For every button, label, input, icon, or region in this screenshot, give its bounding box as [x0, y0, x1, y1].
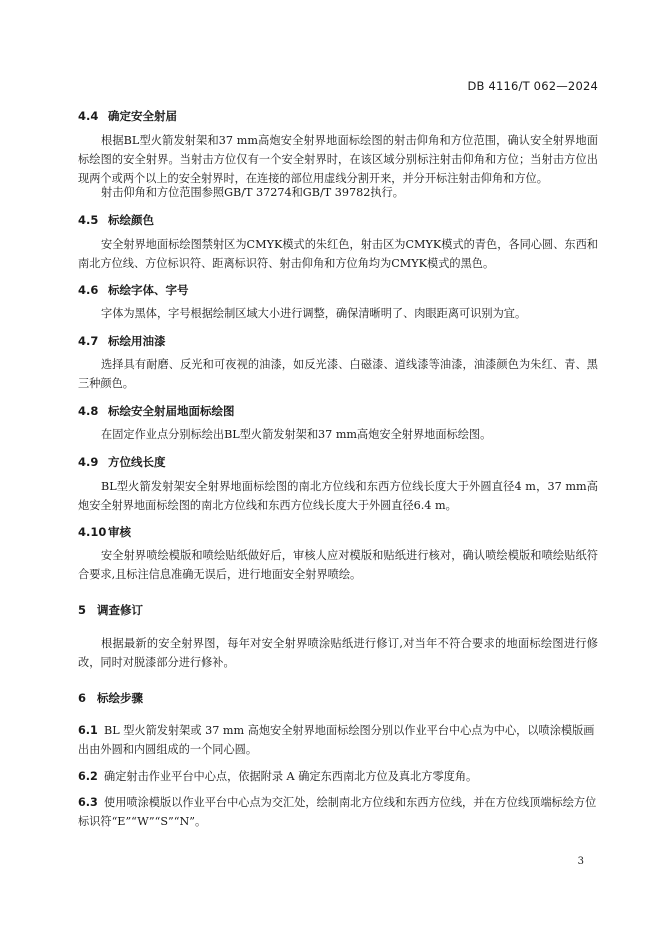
section-number: 4.7: [78, 334, 99, 348]
paragraph-4-7-1: 选择具有耐磨、反光和可夜视的油漆，如反光漆、白磁漆、道线漆等油漆，油漆颜色为朱红、青、黑三种颜色。: [78, 358, 598, 390]
section-title: 标绘安全射届地面标绘图: [108, 404, 235, 418]
section-title: 标绘用油漆: [108, 334, 166, 348]
paragraph-4-9-1: BL型火箭发射架安全射界地面标绘图的南北方位线和东西方位线长度大于外圆直径4 m，37 mm高炮安全射界地面标绘图的南北方位线和东西方位线长度大于外圆直径6.4 m。: [78, 480, 598, 512]
section-title: 标绘颜色: [108, 213, 154, 227]
step-6-3: [78, 793, 598, 831]
step-text: 使用喷涂模版以作业平台中心点为交汇处，绘制南北方位线和东西方位线，并在方位线顶端标绘方位标识符“E”“W”“S”“N”。: [78, 796, 597, 828]
section-heading-4-9: [78, 454, 166, 470]
step-number: 6.1: [78, 724, 98, 737]
step-text: 确定射击作业平台中心点，依据附录 A 确定东西南北方位及真北方零度角。: [104, 770, 478, 783]
section-number: 4.5: [78, 213, 99, 227]
section-title: 审核: [108, 525, 131, 539]
paragraph-4-5-1: 安全射界地面标绘图禁射区为CMYK模式的朱红色，射击区为CMYK模式的青色，各同心圆、东西和南北方位线、方位标识符、距离标识符、射击仰角和方位角均为CMYK模式的黑色。: [78, 238, 598, 270]
step-6-1: [78, 721, 598, 759]
page-number: 3: [577, 856, 584, 867]
section-heading-5: [78, 602, 143, 618]
section-heading-4-8: [78, 403, 235, 419]
section-number: 4.10: [78, 525, 107, 539]
section-number: 5: [78, 603, 87, 617]
section-heading-4-4: [78, 108, 177, 124]
step-text: BL 型火箭发射架或 37 mm 高炮安全射界地面标绘图分别以作业平台中心点为中心，以喷涂模版画出由外圆和内圆组成的一个同心圆。: [78, 724, 595, 756]
section-title: 调查修订: [97, 603, 143, 617]
section-number: 4.9: [78, 455, 99, 469]
section-number: 4.8: [78, 404, 99, 418]
paragraph-4-4-1: 根据BL型火箭发射架和37 mm高炮安全射界地面标绘图的射击仰角和方位范围，确认安全射界地面标绘图的安全射界。当射击方位仅有一个安全射界时，在该区域分别标注射击仰角和方位；当射击方位出现两个或两个以上的安全射界时，在连接的部位用虚线分割开来，并分开标注射击仰角和方位。: [78, 134, 598, 185]
section-heading-4-5: [78, 212, 154, 228]
section-heading-6: [78, 690, 143, 706]
step-number: 6.2: [78, 770, 98, 783]
section-number: 6: [78, 691, 87, 705]
section-title: 标绘字体、字号: [108, 283, 189, 297]
section-title: 标绘步骤: [97, 691, 143, 705]
paragraph-4-8-1: 在固定作业点分别标绘出BL型火箭发射架和37 mm高炮安全射界地面标绘图。: [101, 428, 492, 441]
section-heading-4-6: [78, 282, 189, 298]
section-title: 确定安全射届: [108, 109, 177, 123]
section-title: 方位线长度: [108, 455, 166, 469]
paragraph-4-4-2: 射击仰角和方位范围参照GB/T 37274和GB/T 39782执行。: [101, 186, 404, 199]
paragraph-4-10-1: 安全射界喷绘模版和喷绘贴纸做好后，审核人应对模版和贴纸进行核对，确认喷绘模版和喷绘贴纸符合要求,且标注信息准确无误后，进行地面安全射界喷绘。: [78, 549, 598, 581]
document-code: DB 4116/T 062—2024: [467, 79, 598, 93]
paragraph-5-1: 根据最新的安全射界图，每年对安全射界喷涂贴纸进行修订,对当年不符合要求的地面标绘图进行修改，同时对脱漆部分进行修补。: [78, 637, 598, 669]
paragraph-4-6-1: 字体为黑体，字号根据绘制区域大小进行调整，确保清晰明了、肉眼距离可识别为宜。: [101, 307, 527, 320]
section-number: 4.4: [78, 109, 99, 123]
step-6-2: [78, 767, 598, 786]
section-heading-4-10: [78, 524, 131, 540]
section-number: 4.6: [78, 283, 99, 297]
step-number: 6.3: [78, 796, 98, 809]
section-heading-4-7: [78, 333, 166, 349]
